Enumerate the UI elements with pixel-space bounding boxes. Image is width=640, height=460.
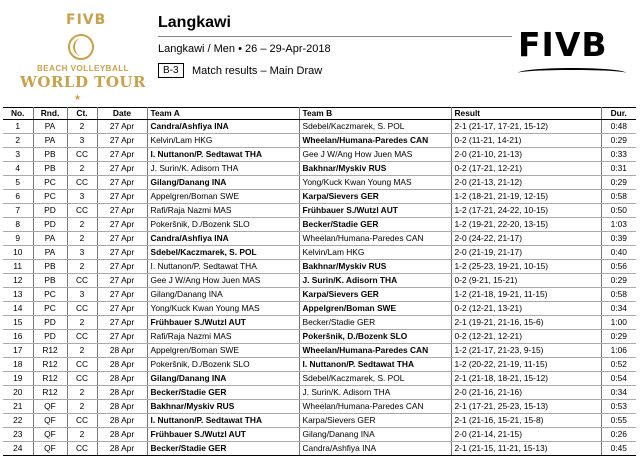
cell-round: QF — [33, 414, 67, 428]
cell-result: 2-0 (21-10, 21-13) — [451, 148, 601, 162]
report-code: B-3 — [158, 63, 184, 78]
cell-team-b: Bakhnar/Myskiv RUS — [299, 162, 451, 176]
event-dates: 26 – 29-Apr-2018 — [245, 43, 331, 55]
table-body — [3, 120, 636, 456]
cell-date: 27 Apr — [97, 218, 147, 232]
cell-no: 16 — [3, 330, 33, 344]
fivb-logo-swoosh-icon — [518, 68, 626, 78]
cell-court: 2 — [67, 316, 97, 330]
cell-no: 12 — [3, 274, 33, 288]
cell-duration: 0:26 — [601, 428, 636, 442]
cell-round: PD — [33, 218, 67, 232]
cell-court: 3 — [67, 246, 97, 260]
cell-date: 27 Apr — [97, 120, 147, 134]
cell-court: CC — [67, 148, 97, 162]
cell-team-a: Gilang/Danang INA — [147, 372, 299, 386]
table-row — [3, 428, 636, 442]
cell-result: 1-2 (19-21, 22-20, 13-15) — [451, 218, 601, 232]
cell-no: 15 — [3, 316, 33, 330]
fivb-logo — [518, 25, 628, 64]
cell-round: PA — [33, 246, 67, 260]
volleyball-icon — [68, 34, 94, 60]
cell-team-b: Becker/Stadie GER — [299, 316, 451, 330]
table-row — [3, 316, 636, 330]
cell-team-a: Gilang/Danang INA — [147, 176, 299, 190]
cell-no: 9 — [3, 232, 33, 246]
page-header — [0, 0, 640, 100]
cell-result: 2-1 (21-16, 15-21, 15-8) — [451, 414, 601, 428]
table-row — [3, 372, 636, 386]
cell-team-b: Bakhnar/Myskiv RUS — [299, 260, 451, 274]
cell-duration: 0:34 — [601, 302, 636, 316]
cell-date: 27 Apr — [97, 302, 147, 316]
cell-round: PD — [33, 316, 67, 330]
cell-no: 21 — [3, 400, 33, 414]
col-header-team-a: Team A — [147, 108, 299, 120]
cell-date: 27 Apr — [97, 288, 147, 302]
cell-round: QF — [33, 442, 67, 456]
cell-team-a: Kelvin/Lam HKG — [147, 134, 299, 148]
event-location-gender: Langkawi / Men — [158, 43, 236, 55]
table-row — [3, 246, 636, 260]
cell-no: 1 — [3, 120, 33, 134]
cell-result: 0-2 (11-21, 14-21) — [451, 134, 601, 148]
cell-date: 27 Apr — [97, 232, 147, 246]
cell-result: 2-1 (21-17, 17-21, 15-12) — [451, 120, 601, 134]
cell-court: 3 — [67, 134, 97, 148]
cell-date: 27 Apr — [97, 316, 147, 330]
cell-team-a: Becker/Stadie GER — [147, 442, 299, 456]
cell-no: 13 — [3, 288, 33, 302]
cell-court: CC — [67, 204, 97, 218]
cell-no: 10 — [3, 246, 33, 260]
cell-result: 1-2 (18-21, 21-19, 12-15) — [451, 190, 601, 204]
cell-round: QF — [33, 400, 67, 414]
cell-round: PC — [33, 176, 67, 190]
cell-court: CC — [67, 274, 97, 288]
cell-duration: 0:29 — [601, 330, 636, 344]
cell-round: PD — [33, 330, 67, 344]
cell-round: R12 — [33, 344, 67, 358]
cell-court: 2 — [67, 232, 97, 246]
cell-date: 27 Apr — [97, 176, 147, 190]
cell-team-b: Karpa/Sievers GER — [299, 288, 451, 302]
cell-date: 28 Apr — [97, 414, 147, 428]
cell-court: 2 — [67, 344, 97, 358]
cell-team-a: I. Nuttanon/P. Sedtawat THA — [147, 414, 299, 428]
table-row — [3, 344, 636, 358]
beach-volleyball-world-tour-logo — [8, 12, 148, 102]
cell-date: 27 Apr — [97, 134, 147, 148]
page-title: Langkawi — [158, 14, 231, 31]
cell-date: 28 Apr — [97, 428, 147, 442]
cell-team-b: Karpa/Sievers GER — [299, 190, 451, 204]
table-row — [3, 120, 636, 134]
cell-result: 1-2 (21-17, 21-23, 9-15) — [451, 344, 601, 358]
cell-duration: 0:48 — [601, 120, 636, 134]
cell-round: PA — [33, 232, 67, 246]
cell-court: 2 — [67, 386, 97, 400]
cell-court: CC — [67, 302, 97, 316]
cell-no: 2 — [3, 134, 33, 148]
cell-round: R12 — [33, 372, 67, 386]
cell-result: 2-0 (21-13, 21-12) — [451, 176, 601, 190]
logo-line1: BEACH VOLLEYBALL — [37, 64, 129, 73]
cell-team-b: Wheelan/Humana-Paredes CAN — [299, 232, 451, 246]
cell-team-a: Appelgren/Boman SWE — [147, 344, 299, 358]
table-row — [3, 176, 636, 190]
cell-team-a: Appelgren/Boman SWE — [147, 190, 299, 204]
table-row — [3, 358, 636, 372]
cell-team-b: Gee J W/Ang How Juen MAS — [299, 148, 451, 162]
cell-team-b: Wheelan/Humana-Paredes CAN — [299, 400, 451, 414]
cell-no: 17 — [3, 344, 33, 358]
cell-date: 27 Apr — [97, 190, 147, 204]
cell-date: 28 Apr — [97, 442, 147, 456]
cell-no: 20 — [3, 386, 33, 400]
cell-result: 0-2 (12-21, 13-21) — [451, 302, 601, 316]
cell-result: 2-1 (19-21, 21-16, 15-6) — [451, 316, 601, 330]
cell-court: 2 — [67, 400, 97, 414]
col-header-no: No. — [3, 108, 33, 120]
cell-result: 1-2 (25-23, 19-21, 10-15) — [451, 260, 601, 274]
col-header-round: Rnd. — [33, 108, 67, 120]
cell-duration: 0:29 — [601, 176, 636, 190]
col-header-team-b: Team B — [299, 108, 451, 120]
cell-duration: 0:50 — [601, 204, 636, 218]
cell-duration: 0:58 — [601, 288, 636, 302]
table-row — [3, 400, 636, 414]
cell-result: 2-1 (21-15, 11-21, 15-13) — [451, 442, 601, 456]
cell-duration: 0:34 — [601, 386, 636, 400]
cell-team-b: Wheelan/Humana-Paredes CAN — [299, 344, 451, 358]
cell-team-a: Becker/Stadie GER — [147, 386, 299, 400]
cell-no: 22 — [3, 414, 33, 428]
cell-duration: 0:54 — [601, 372, 636, 386]
table-row — [3, 232, 636, 246]
cell-date: 28 Apr — [97, 400, 147, 414]
cell-no: 18 — [3, 358, 33, 372]
table-row — [3, 302, 636, 316]
table-row — [3, 442, 636, 456]
cell-duration: 0:33 — [601, 148, 636, 162]
cell-round: QF — [33, 428, 67, 442]
cell-duration: 0:29 — [601, 274, 636, 288]
logo-fivb-text: FIVB — [66, 12, 107, 28]
cell-duration: 0:53 — [601, 400, 636, 414]
table-row — [3, 204, 636, 218]
cell-team-a: Candra/Ashfiya INA — [147, 120, 299, 134]
report-description: Match results – Main Draw — [192, 65, 323, 77]
cell-team-a: Rafi/Raja Nazmi MAS — [147, 204, 299, 218]
cell-date: 27 Apr — [97, 330, 147, 344]
cell-result: 2-1 (21-18, 18-21, 15-12) — [451, 372, 601, 386]
table-row — [3, 274, 636, 288]
cell-result: 1-2 (20-22, 21-19, 11-15) — [451, 358, 601, 372]
cell-team-b: Yong/Kuck Kwan Young MAS — [299, 176, 451, 190]
table-row — [3, 148, 636, 162]
cell-result: 2-0 (21-19, 21-17) — [451, 246, 601, 260]
cell-duration: 0:55 — [601, 414, 636, 428]
cell-round: PD — [33, 204, 67, 218]
cell-date: 28 Apr — [97, 372, 147, 386]
cell-team-a: J. Surin/K. Adisorn THA — [147, 162, 299, 176]
col-header-date: Date — [97, 108, 147, 120]
col-header-result: Result — [451, 108, 601, 120]
cell-round: PA — [33, 134, 67, 148]
table-row — [3, 218, 636, 232]
cell-date: 27 Apr — [97, 162, 147, 176]
col-header-court: Ct. — [67, 108, 97, 120]
table-row — [3, 190, 636, 204]
cell-result: 1-2 (21-18, 19-21, 11-15) — [451, 288, 601, 302]
table-row — [3, 134, 636, 148]
cell-no: 5 — [3, 176, 33, 190]
table-row — [3, 386, 636, 400]
cell-team-a: Frühbauer S./Wutzl AUT — [147, 428, 299, 442]
cell-no: 3 — [3, 148, 33, 162]
cell-duration: 1:06 — [601, 344, 636, 358]
cell-team-a: Pokeršnik, D./Bozenk SLO — [147, 358, 299, 372]
cell-no: 19 — [3, 372, 33, 386]
cell-duration: 1:03 — [601, 218, 636, 232]
cell-team-b: Candra/Ashfiya INA — [299, 442, 451, 456]
cell-team-b: Gilang/Danang INA — [299, 428, 451, 442]
cell-duration: 1:00 — [601, 316, 636, 330]
cell-date: 27 Apr — [97, 260, 147, 274]
cell-round: PA — [33, 120, 67, 134]
cell-team-a: Bakhnar/Myskiv RUS — [147, 400, 299, 414]
cell-no: 8 — [3, 218, 33, 232]
cell-round: PB — [33, 274, 67, 288]
cell-round: R12 — [33, 386, 67, 400]
cell-court: CC — [67, 358, 97, 372]
cell-no: 11 — [3, 260, 33, 274]
cell-team-b: Appelgren/Boman SWE — [299, 302, 451, 316]
cell-round: PB — [33, 162, 67, 176]
cell-team-b: Kelvin/Lam HKG — [299, 246, 451, 260]
cell-team-b: Becker/Stadie GER — [299, 218, 451, 232]
table-row — [3, 288, 636, 302]
cell-result: 0-2 (12-21, 12-21) — [451, 330, 601, 344]
cell-date: 27 Apr — [97, 204, 147, 218]
cell-round: PC — [33, 288, 67, 302]
col-header-duration: Dur. — [601, 108, 636, 120]
table-row — [3, 162, 636, 176]
title-divider — [158, 36, 512, 37]
cell-court: CC — [67, 372, 97, 386]
cell-team-b: J. Surin/K. Adisorn THA — [299, 274, 451, 288]
cell-round: PC — [33, 302, 67, 316]
cell-date: 28 Apr — [97, 386, 147, 400]
cell-round: PC — [33, 190, 67, 204]
cell-duration: 0:58 — [601, 190, 636, 204]
cell-date: 27 Apr — [97, 274, 147, 288]
cell-result: 1-2 (17-21, 24-22, 10-15) — [451, 204, 601, 218]
cell-no: 6 — [3, 190, 33, 204]
logo-star-icon: ★ — [74, 93, 82, 102]
cell-date: 27 Apr — [97, 148, 147, 162]
cell-result: 0-2 (9-21, 15-21) — [451, 274, 601, 288]
cell-round: R12 — [33, 358, 67, 372]
cell-court: CC — [67, 414, 97, 428]
cell-team-a: I. Nuttanon/P. Sedtawat THA — [147, 148, 299, 162]
cell-team-a: Gilang/Danang INA — [147, 288, 299, 302]
cell-duration: 0:45 — [601, 442, 636, 456]
cell-no: 23 — [3, 428, 33, 442]
cell-team-a: Yong/Kuck Kwan Young MAS — [147, 302, 299, 316]
cell-round: PB — [33, 260, 67, 274]
cell-court: 2 — [67, 260, 97, 274]
cell-team-b: Sdebel/Kaczmarek, S. POL — [299, 120, 451, 134]
cell-no: 7 — [3, 204, 33, 218]
cell-team-b: I. Nuttanon/P. Sedtawat THA — [299, 358, 451, 372]
cell-team-b: Sdebel/Kaczmarek, S. POL — [299, 372, 451, 386]
cell-date: 28 Apr — [97, 358, 147, 372]
cell-court: 2 — [67, 120, 97, 134]
cell-date: 28 Apr — [97, 344, 147, 358]
cell-team-b: Frühbauer S./Wutzl AUT — [299, 204, 451, 218]
cell-team-b: Wheelan/Humana-Paredes CAN — [299, 134, 451, 148]
cell-team-b: Pokeršnik, D./Bozenk SLO — [299, 330, 451, 344]
cell-result: 2-0 (24-22, 21-17) — [451, 232, 601, 246]
table-header-row — [3, 108, 636, 120]
cell-duration: 0:52 — [601, 358, 636, 372]
event-subtitle — [158, 43, 331, 55]
cell-result: 2-1 (17-21, 25-23, 15-13) — [451, 400, 601, 414]
cell-duration: 0:29 — [601, 134, 636, 148]
cell-result: 2-0 (21-14, 21-15) — [451, 428, 601, 442]
cell-duration: 0:31 — [601, 162, 636, 176]
cell-team-b: J. Surin/K. Adisorn THA — [299, 386, 451, 400]
cell-team-a: Candra/Ashfiya INA — [147, 232, 299, 246]
table-row — [3, 414, 636, 428]
cell-result: 2-0 (21-16, 21-16) — [451, 386, 601, 400]
cell-duration: 0:56 — [601, 260, 636, 274]
cell-team-a: Sdebel/Kaczmarek, S. POL — [147, 246, 299, 260]
logo-line2: WORLD TOUR — [20, 73, 146, 91]
cell-duration: 0:40 — [601, 246, 636, 260]
cell-court: 2 — [67, 428, 97, 442]
cell-court: 2 — [67, 162, 97, 176]
cell-court: CC — [67, 442, 97, 456]
cell-court: 2 — [67, 218, 97, 232]
subtitle-bullet: • — [238, 43, 242, 55]
cell-court: 3 — [67, 190, 97, 204]
cell-team-a: Rafi/Raja Nazmi MAS — [147, 330, 299, 344]
cell-team-b: Karpa/Sievers GER — [299, 414, 451, 428]
cell-court: 3 — [67, 288, 97, 302]
cell-date: 27 Apr — [97, 246, 147, 260]
cell-no: 14 — [3, 302, 33, 316]
table-row — [3, 330, 636, 344]
cell-result: 0-2 (17-21, 12-21) — [451, 162, 601, 176]
match-results-table — [3, 107, 636, 456]
cell-team-a: Gee J W/Ang How Juen MAS — [147, 274, 299, 288]
cell-duration: 0:39 — [601, 232, 636, 246]
cell-no: 24 — [3, 442, 33, 456]
table-row — [3, 260, 636, 274]
cell-court: CC — [67, 330, 97, 344]
cell-court: CC — [67, 176, 97, 190]
fivb-logo-text: FIVB — [518, 25, 608, 64]
cell-team-a: I. Nuttanon/P. Sedtawat THA — [147, 260, 299, 274]
cell-no: 4 — [3, 162, 33, 176]
cell-team-a: Frühbauer S./Wutzl AUT — [147, 316, 299, 330]
cell-round: PB — [33, 148, 67, 162]
cell-team-a: Pokeršnik, D./Bozenk SLO — [147, 218, 299, 232]
